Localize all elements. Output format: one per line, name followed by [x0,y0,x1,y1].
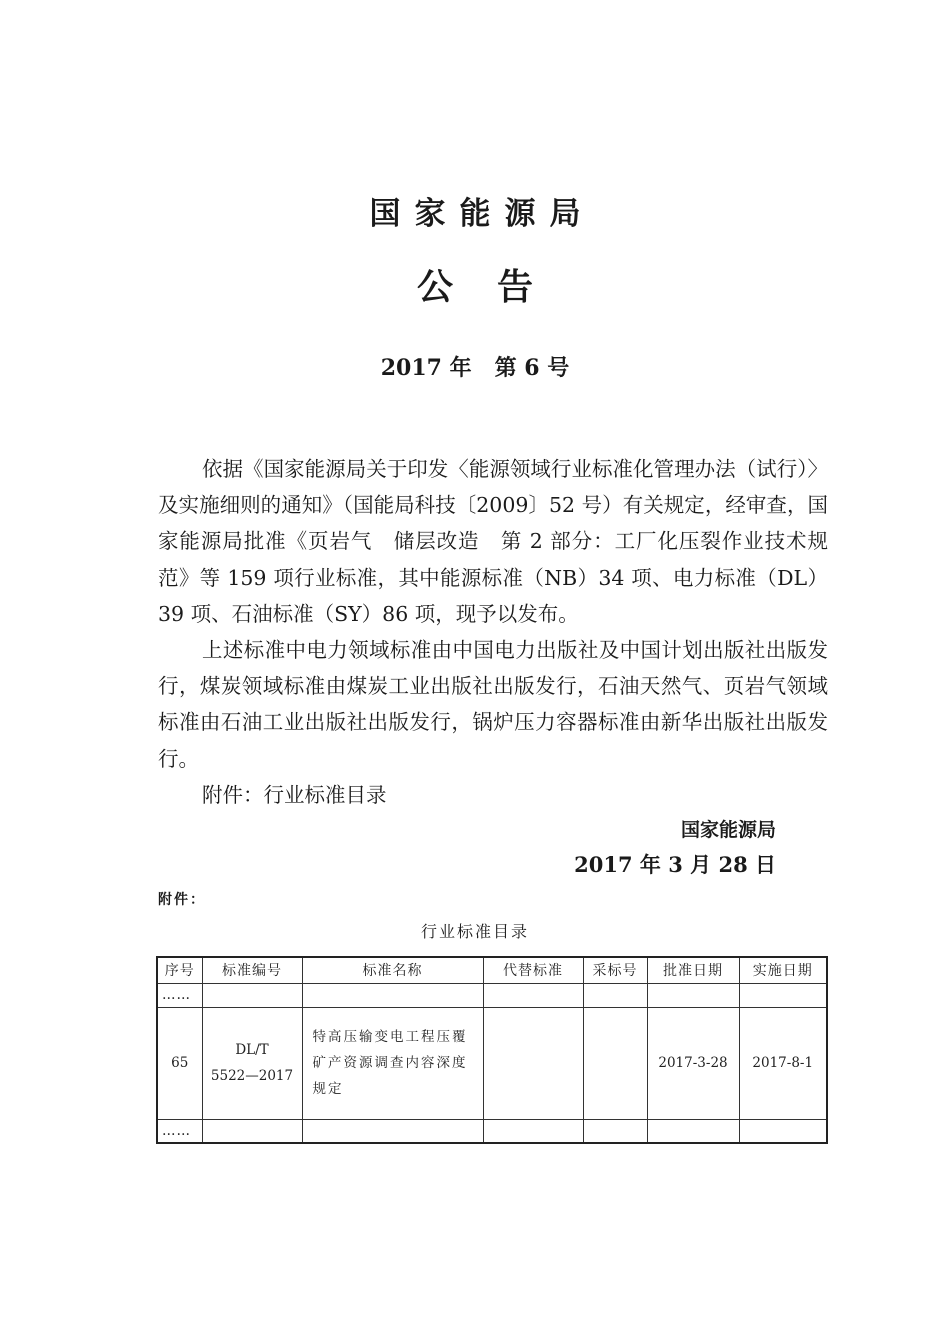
table-header-row [157,957,827,983]
standards-table [156,956,828,1144]
empty-cell [483,983,583,1007]
empty-cell [202,1119,302,1143]
empty-cell [583,1119,647,1143]
column-header-replaces: 代替标准 [483,957,583,983]
empty-cell [739,1119,827,1143]
column-header-approved: 批准日期 [647,957,739,983]
empty-cell [302,983,483,1007]
empty-cell [647,983,739,1007]
signature-organization: 国家能源局 [680,819,776,841]
empty-cell [202,983,302,1007]
column-header-effective: 实施日期 [739,957,827,983]
ellipsis-cell: …… [157,1119,202,1143]
row-seq: 65 [157,1007,202,1119]
empty-cell [583,983,647,1007]
body-paragraph-basis: 依据《国家能源局关于印发〈能源领域行业标准化管理办法（试行）〉及实施细则的通知》（国能局科技〔2009〕52 号）有关规定，经审查，国家能源局批准《页岩气 储层改造 第 2 部分：工厂化压裂作业技术规范》等 159 项行业标准，其中能源标准（NB）34 项、电力标准（DL）39 项、石油标准（SY）86 项，现予以发布。 [158,457,828,626]
row-standard-name: 特高压输变电工程压覆矿产资源调查内容深度规定 [302,1007,483,1119]
body-paragraph-attachment-note: 附件：行业标准目录 [202,782,387,807]
attachment-label: 附件： [158,892,206,908]
empty-cell [739,983,827,1007]
empty-cell [483,1119,583,1143]
column-header-seq: 序号 [157,957,202,983]
signature-date: 2017 年 3 月 28 日 [574,852,776,877]
column-header-code: 标准编号 [202,957,302,983]
empty-cell [647,1119,739,1143]
column-header-adopted: 采标号 [583,957,647,983]
empty-cell [302,1119,483,1143]
row-approved-date: 2017-3-28 [647,1007,739,1119]
body-paragraph-publishers: 上述标准中电力领域标准由中国电力出版社及中国计划出版社出版发行，煤炭领域标准由煤炭工业出版社出版发行，石油天然气、页岩气领域标准由石油工业出版社出版发行，锅炉压力容器标准由新华出版社出版发行。 [158,638,828,771]
ellipsis-cell: …… [157,983,202,1007]
table-row [157,983,827,1007]
document-type: 公告 [416,267,577,308]
table-row [157,1007,827,1119]
announcement-body [158,451,828,813]
row-standard-code-number: 5522—2017 [210,1068,294,1084]
column-header-name: 标准名称 [302,957,483,983]
table-row [157,1119,827,1143]
issuing-agency: 国家能源局 [369,196,595,232]
row-replaces [483,1007,583,1119]
row-effective-date: 2017-8-1 [739,1007,827,1119]
row-standard-code [202,1007,302,1119]
document-number: 2017 年 第 6 号 [380,355,570,381]
attachment-title: 行业标准目录 [420,922,529,941]
row-adopted [583,1007,647,1119]
row-standard-code-prefix: DL/T [235,1042,269,1058]
